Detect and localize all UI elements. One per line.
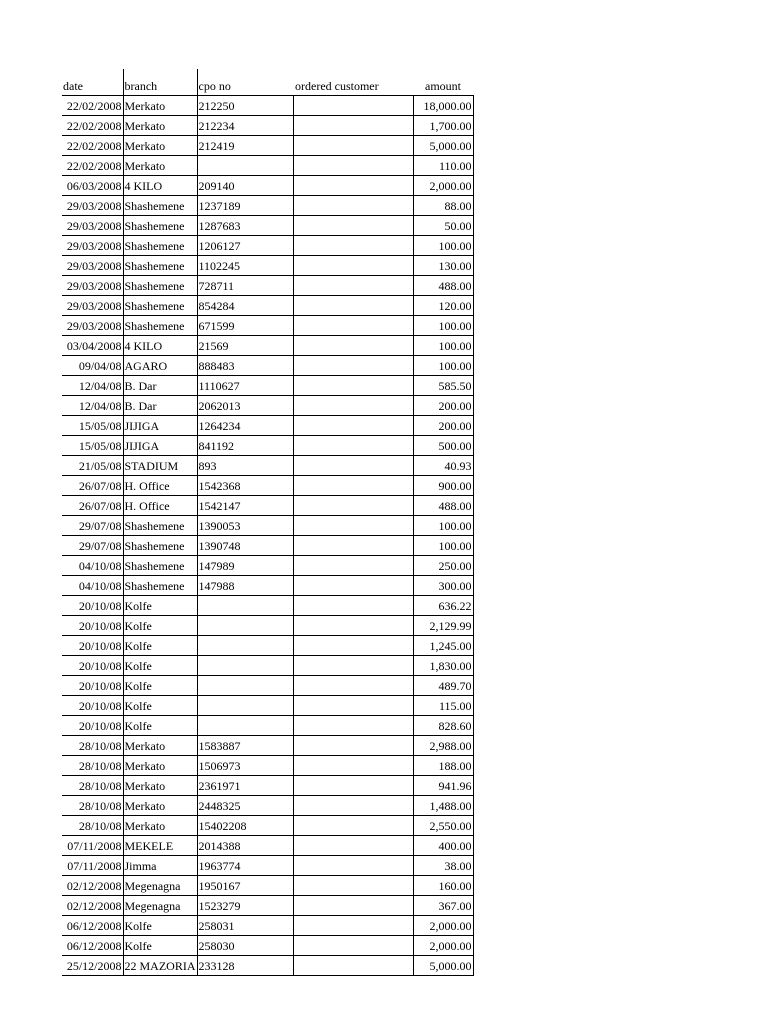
cell-cpo-no: 1583887	[197, 736, 293, 756]
cell-date: 29/03/2008	[62, 216, 123, 236]
cell-ordered-customer	[293, 636, 413, 656]
cell-branch: Shashemene	[123, 316, 197, 336]
cell-ordered-customer	[293, 756, 413, 776]
cell-ordered-customer	[293, 856, 413, 876]
cell-date: 06/12/2008	[62, 936, 123, 956]
cell-branch: Kolfe	[123, 676, 197, 696]
cell-ordered-customer	[293, 536, 413, 556]
cell-cpo-no	[197, 716, 293, 736]
table-row	[62, 156, 473, 176]
cell-ordered-customer	[293, 836, 413, 856]
table-row	[62, 296, 473, 316]
cell-cpo-no: 1110627	[197, 376, 293, 396]
cell-branch: Shashemene	[123, 256, 197, 276]
cell-amount: 1,488.00	[413, 796, 473, 816]
table-row	[62, 556, 473, 576]
cell-date: 04/10/08	[62, 576, 123, 596]
table-row	[62, 636, 473, 656]
cell-date: 02/12/2008	[62, 896, 123, 916]
cell-amount: 2,988.00	[413, 736, 473, 756]
cell-branch: Kolfe	[123, 936, 197, 956]
cell-ordered-customer	[293, 956, 413, 976]
cell-branch: H. Office	[123, 476, 197, 496]
cell-amount: 120.00	[413, 296, 473, 316]
cell-cpo-no: 1542368	[197, 476, 293, 496]
table-row	[62, 176, 473, 196]
cell-date: 29/03/2008	[62, 196, 123, 216]
cell-ordered-customer	[293, 176, 413, 196]
table-row	[62, 96, 473, 116]
cell-ordered-customer	[293, 896, 413, 916]
table-row	[62, 696, 473, 716]
cell-ordered-customer	[293, 236, 413, 256]
cell-date: 20/10/08	[62, 656, 123, 676]
cell-cpo-no: 1506973	[197, 756, 293, 776]
cell-amount: 100.00	[413, 536, 473, 556]
cell-date: 20/10/08	[62, 696, 123, 716]
cell-branch: Merkato	[123, 776, 197, 796]
cell-branch: Shashemene	[123, 536, 197, 556]
table-row	[62, 236, 473, 256]
table-row	[62, 676, 473, 696]
cell-date: 03/04/2008	[62, 336, 123, 356]
table-body	[62, 96, 473, 976]
cell-cpo-no: 258031	[197, 916, 293, 936]
cell-date: 26/07/08	[62, 496, 123, 516]
cell-amount: 200.00	[413, 416, 473, 436]
cell-date: 29/03/2008	[62, 276, 123, 296]
table-row	[62, 516, 473, 536]
cell-branch: Jimma	[123, 856, 197, 876]
cell-branch: 4 KILO	[123, 336, 197, 356]
table-row	[62, 936, 473, 956]
cell-amount: 367.00	[413, 896, 473, 916]
cell-ordered-customer	[293, 96, 413, 116]
table-row	[62, 316, 473, 336]
cell-amount: 500.00	[413, 436, 473, 456]
table-row	[62, 956, 473, 976]
cell-cpo-no: 1542147	[197, 496, 293, 516]
cell-cpo-no: 1950167	[197, 876, 293, 896]
table-row	[62, 476, 473, 496]
cell-ordered-customer	[293, 716, 413, 736]
cell-date: 28/10/08	[62, 796, 123, 816]
cell-ordered-customer	[293, 256, 413, 276]
cell-branch: STADIUM	[123, 456, 197, 476]
cell-amount: 5,000.00	[413, 956, 473, 976]
cell-amount: 5,000.00	[413, 136, 473, 156]
cell-cpo-no	[197, 656, 293, 676]
cell-date: 20/10/08	[62, 636, 123, 656]
cell-ordered-customer	[293, 816, 413, 836]
cell-date: 29/03/2008	[62, 296, 123, 316]
cell-ordered-customer	[293, 936, 413, 956]
cell-amount: 160.00	[413, 876, 473, 896]
cell-amount: 941.96	[413, 776, 473, 796]
table-row	[62, 736, 473, 756]
cell-ordered-customer	[293, 876, 413, 896]
cell-cpo-no: 671599	[197, 316, 293, 336]
cell-date: 28/10/08	[62, 736, 123, 756]
cell-cpo-no: 1390748	[197, 536, 293, 556]
cell-amount: 828.60	[413, 716, 473, 736]
cell-branch: Merkato	[123, 116, 197, 136]
table-row	[62, 616, 473, 636]
table-row	[62, 336, 473, 356]
cell-branch: 22 MAZORIA	[123, 956, 197, 976]
cell-date: 28/10/08	[62, 816, 123, 836]
cell-cpo-no	[197, 156, 293, 176]
cell-date: 29/03/2008	[62, 256, 123, 276]
cell-cpo-no: 1390053	[197, 516, 293, 536]
cell-date: 29/03/2008	[62, 236, 123, 256]
cell-branch: Merkato	[123, 816, 197, 836]
cell-amount: 2,550.00	[413, 816, 473, 836]
cell-branch: Shashemene	[123, 196, 197, 216]
cell-cpo-no: 2361971	[197, 776, 293, 796]
cell-cpo-no: 2062013	[197, 396, 293, 416]
cell-ordered-customer	[293, 696, 413, 716]
cell-cpo-no: 728711	[197, 276, 293, 296]
cell-date: 20/10/08	[62, 676, 123, 696]
cell-ordered-customer	[293, 276, 413, 296]
table-row	[62, 776, 473, 796]
cell-ordered-customer	[293, 436, 413, 456]
cell-date: 28/10/08	[62, 756, 123, 776]
cell-cpo-no	[197, 676, 293, 696]
cell-amount: 130.00	[413, 256, 473, 276]
cell-branch: Kolfe	[123, 696, 197, 716]
table-row	[62, 276, 473, 296]
cell-amount: 38.00	[413, 856, 473, 876]
cell-amount: 636.22	[413, 596, 473, 616]
cell-ordered-customer	[293, 116, 413, 136]
cell-branch: Merkato	[123, 156, 197, 176]
cell-ordered-customer	[293, 916, 413, 936]
cell-cpo-no: 1264234	[197, 416, 293, 436]
cell-cpo-no: 1963774	[197, 856, 293, 876]
cell-branch: Shashemene	[123, 216, 197, 236]
cell-date: 21/05/08	[62, 456, 123, 476]
cell-amount: 585.50	[413, 376, 473, 396]
cell-cpo-no: 147989	[197, 556, 293, 576]
cell-cpo-no: 258030	[197, 936, 293, 956]
cell-branch: Shashemene	[123, 576, 197, 596]
cell-branch: Kolfe	[123, 596, 197, 616]
cell-amount: 400.00	[413, 836, 473, 856]
table-row	[62, 896, 473, 916]
cell-ordered-customer	[293, 616, 413, 636]
cell-amount: 200.00	[413, 396, 473, 416]
cell-cpo-no: 147988	[197, 576, 293, 596]
cell-ordered-customer	[293, 736, 413, 756]
cell-amount: 489.70	[413, 676, 473, 696]
cell-date: 22/02/2008	[62, 96, 123, 116]
cpo-table	[62, 69, 474, 976]
cell-ordered-customer	[293, 196, 413, 216]
cell-cpo-no: 212250	[197, 96, 293, 116]
cell-amount: 188.00	[413, 756, 473, 776]
cell-ordered-customer	[293, 356, 413, 376]
cell-branch: Merkato	[123, 136, 197, 156]
cell-cpo-no	[197, 616, 293, 636]
header-cpo-no: cpo no	[197, 69, 293, 96]
cell-date: 28/10/08	[62, 776, 123, 796]
table-row	[62, 656, 473, 676]
cell-date: 04/10/08	[62, 556, 123, 576]
cell-date: 26/07/08	[62, 476, 123, 496]
cell-branch: Megenagna	[123, 896, 197, 916]
cell-ordered-customer	[293, 776, 413, 796]
cell-date: 15/05/08	[62, 436, 123, 456]
cell-ordered-customer	[293, 316, 413, 336]
cell-amount: 2,000.00	[413, 916, 473, 936]
cell-date: 25/12/2008	[62, 956, 123, 976]
table-row	[62, 816, 473, 836]
cell-amount: 50.00	[413, 216, 473, 236]
cell-amount: 488.00	[413, 496, 473, 516]
cell-ordered-customer	[293, 596, 413, 616]
cell-branch: Shashemene	[123, 236, 197, 256]
table-row	[62, 116, 473, 136]
cell-amount: 88.00	[413, 196, 473, 216]
cell-branch: B. Dar	[123, 376, 197, 396]
cell-amount: 100.00	[413, 336, 473, 356]
cell-branch: Shashemene	[123, 276, 197, 296]
cell-ordered-customer	[293, 416, 413, 436]
cell-branch: Shashemene	[123, 516, 197, 536]
table-row	[62, 856, 473, 876]
table-row	[62, 256, 473, 276]
cell-cpo-no: 841192	[197, 436, 293, 456]
header-branch: branch	[123, 69, 197, 96]
cell-date: 06/12/2008	[62, 916, 123, 936]
cell-date: 02/12/2008	[62, 876, 123, 896]
cell-branch: H. Office	[123, 496, 197, 516]
table-row	[62, 916, 473, 936]
cell-amount: 300.00	[413, 576, 473, 596]
cell-branch: JIJIGA	[123, 436, 197, 456]
cell-cpo-no: 854284	[197, 296, 293, 316]
cell-branch: Merkato	[123, 756, 197, 776]
cell-ordered-customer	[293, 156, 413, 176]
cell-branch: Kolfe	[123, 616, 197, 636]
table-row	[62, 536, 473, 556]
cell-amount: 115.00	[413, 696, 473, 716]
cell-branch: JIJIGA	[123, 416, 197, 436]
header-date: date	[62, 69, 123, 96]
cell-amount: 1,700.00	[413, 116, 473, 136]
cell-ordered-customer	[293, 676, 413, 696]
spreadsheet-sheet	[62, 69, 474, 976]
cell-amount: 250.00	[413, 556, 473, 576]
cell-branch: Kolfe	[123, 716, 197, 736]
table-row	[62, 456, 473, 476]
cell-amount: 900.00	[413, 476, 473, 496]
cell-amount: 18,000.00	[413, 96, 473, 116]
cell-cpo-no: 1206127	[197, 236, 293, 256]
cell-cpo-no: 15402208	[197, 816, 293, 836]
cell-cpo-no	[197, 636, 293, 656]
cell-amount: 100.00	[413, 516, 473, 536]
table-row	[62, 836, 473, 856]
cell-date: 20/10/08	[62, 616, 123, 636]
cell-cpo-no: 21569	[197, 336, 293, 356]
cell-date: 29/07/08	[62, 516, 123, 536]
cell-date: 12/04/08	[62, 396, 123, 416]
cell-date: 22/02/2008	[62, 156, 123, 176]
cell-branch: Shashemene	[123, 556, 197, 576]
table-row	[62, 196, 473, 216]
cell-date: 09/04/08	[62, 356, 123, 376]
table-row	[62, 716, 473, 736]
cell-amount: 2,000.00	[413, 176, 473, 196]
cell-ordered-customer	[293, 516, 413, 536]
table-row	[62, 436, 473, 456]
cell-ordered-customer	[293, 496, 413, 516]
cell-cpo-no: 1287683	[197, 216, 293, 236]
cell-branch: Kolfe	[123, 916, 197, 936]
cell-branch: 4 KILO	[123, 176, 197, 196]
header-ordered-customer: ordered customer	[293, 69, 413, 96]
header-amount: amount	[413, 69, 473, 96]
table-row	[62, 596, 473, 616]
cell-branch: Kolfe	[123, 656, 197, 676]
cell-branch: Shashemene	[123, 296, 197, 316]
cell-cpo-no	[197, 696, 293, 716]
table-row	[62, 876, 473, 896]
table-row	[62, 496, 473, 516]
cell-date: 22/02/2008	[62, 136, 123, 156]
cell-date: 15/05/08	[62, 416, 123, 436]
header-row	[62, 69, 473, 96]
cell-branch: Kolfe	[123, 636, 197, 656]
cell-amount: 2,000.00	[413, 936, 473, 956]
cell-cpo-no: 1237189	[197, 196, 293, 216]
cell-amount: 488.00	[413, 276, 473, 296]
cell-ordered-customer	[293, 376, 413, 396]
cell-branch: B. Dar	[123, 396, 197, 416]
cell-date: 12/04/08	[62, 376, 123, 396]
table-row	[62, 416, 473, 436]
cell-cpo-no: 1102245	[197, 256, 293, 276]
cell-amount: 100.00	[413, 316, 473, 336]
cell-cpo-no	[197, 596, 293, 616]
cell-date: 29/03/2008	[62, 316, 123, 336]
cell-ordered-customer	[293, 556, 413, 576]
cell-ordered-customer	[293, 216, 413, 236]
cell-amount: 2,129.99	[413, 616, 473, 636]
cell-amount: 100.00	[413, 236, 473, 256]
table-row	[62, 376, 473, 396]
cell-branch: Merkato	[123, 96, 197, 116]
cell-cpo-no: 2448325	[197, 796, 293, 816]
cell-ordered-customer	[293, 656, 413, 676]
cell-branch: Merkato	[123, 796, 197, 816]
cell-cpo-no: 212234	[197, 116, 293, 136]
table-row	[62, 576, 473, 596]
cell-cpo-no: 1523279	[197, 896, 293, 916]
table-row	[62, 396, 473, 416]
cell-branch: Megenagna	[123, 876, 197, 896]
cell-branch: Merkato	[123, 736, 197, 756]
cell-ordered-customer	[293, 576, 413, 596]
cell-ordered-customer	[293, 476, 413, 496]
table-row	[62, 756, 473, 776]
cell-branch: AGARO	[123, 356, 197, 376]
cell-amount: 110.00	[413, 156, 473, 176]
cell-ordered-customer	[293, 296, 413, 316]
cell-cpo-no: 233128	[197, 956, 293, 976]
cell-cpo-no: 209140	[197, 176, 293, 196]
cell-date: 07/11/2008	[62, 836, 123, 856]
table-row	[62, 136, 473, 156]
cell-amount: 1,245.00	[413, 636, 473, 656]
table-row	[62, 796, 473, 816]
cell-ordered-customer	[293, 136, 413, 156]
table-row	[62, 356, 473, 376]
cell-amount: 40.93	[413, 456, 473, 476]
cell-date: 22/02/2008	[62, 116, 123, 136]
cell-cpo-no: 893	[197, 456, 293, 476]
cell-date: 07/11/2008	[62, 856, 123, 876]
cell-date: 06/03/2008	[62, 176, 123, 196]
cell-ordered-customer	[293, 456, 413, 476]
cell-date: 20/10/08	[62, 716, 123, 736]
cell-ordered-customer	[293, 396, 413, 416]
cell-cpo-no: 2014388	[197, 836, 293, 856]
cell-ordered-customer	[293, 336, 413, 356]
cell-amount: 100.00	[413, 356, 473, 376]
table-row	[62, 216, 473, 236]
cell-cpo-no: 888483	[197, 356, 293, 376]
cell-date: 29/07/08	[62, 536, 123, 556]
cell-date: 20/10/08	[62, 596, 123, 616]
cell-branch: MEKELE	[123, 836, 197, 856]
cell-ordered-customer	[293, 796, 413, 816]
cell-amount: 1,830.00	[413, 656, 473, 676]
cell-cpo-no: 212419	[197, 136, 293, 156]
